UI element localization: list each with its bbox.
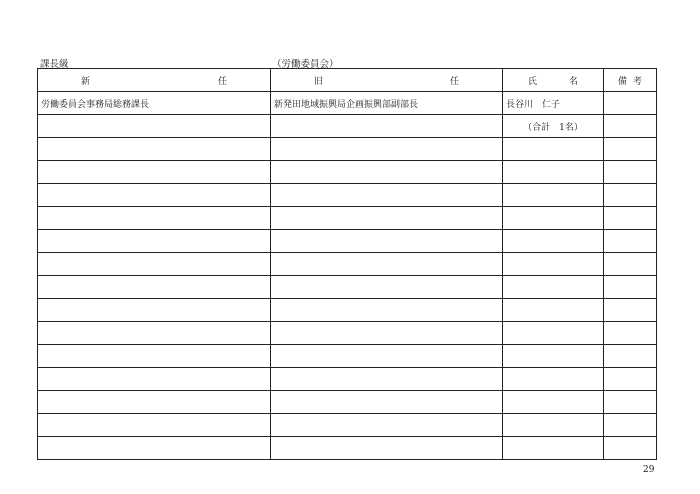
empty-cell bbox=[38, 115, 271, 138]
empty-row bbox=[38, 276, 657, 299]
empty-cell bbox=[503, 299, 604, 322]
header-new-post: 新 任 bbox=[38, 69, 271, 92]
empty-cell bbox=[38, 276, 271, 299]
empty-cell bbox=[604, 391, 657, 414]
organization-label: （労働委員会） bbox=[272, 59, 339, 70]
grade-label: 課長級 bbox=[40, 59, 69, 70]
empty-cell bbox=[604, 322, 657, 345]
empty-cell bbox=[271, 391, 503, 414]
empty-cell bbox=[271, 138, 503, 161]
empty-cell bbox=[604, 299, 657, 322]
empty-cell bbox=[503, 138, 604, 161]
empty-cell bbox=[604, 437, 657, 460]
empty-cell bbox=[604, 368, 657, 391]
empty-row bbox=[38, 184, 657, 207]
empty-cell bbox=[271, 161, 503, 184]
empty-row bbox=[38, 437, 657, 460]
empty-cell bbox=[271, 207, 503, 230]
empty-cell bbox=[604, 207, 657, 230]
empty-row bbox=[38, 138, 657, 161]
empty-cell bbox=[271, 437, 503, 460]
empty-cell bbox=[503, 391, 604, 414]
empty-cell bbox=[503, 345, 604, 368]
empty-cell bbox=[271, 184, 503, 207]
empty-cell bbox=[503, 437, 604, 460]
empty-cell bbox=[271, 253, 503, 276]
empty-cell bbox=[38, 253, 271, 276]
empty-cell bbox=[38, 299, 271, 322]
empty-cell bbox=[503, 368, 604, 391]
empty-cell bbox=[38, 437, 271, 460]
total-count: （合計 1名） bbox=[503, 115, 604, 138]
empty-cell bbox=[503, 161, 604, 184]
empty-cell bbox=[604, 138, 657, 161]
empty-cell bbox=[38, 207, 271, 230]
header-remarks: 備 考 bbox=[604, 69, 657, 92]
empty-cell bbox=[271, 414, 503, 437]
empty-cell bbox=[503, 253, 604, 276]
empty-cell bbox=[503, 207, 604, 230]
page-number: 29 bbox=[643, 465, 655, 475]
empty-cell bbox=[38, 161, 271, 184]
empty-cell bbox=[604, 115, 657, 138]
empty-row bbox=[38, 207, 657, 230]
remarks-cell bbox=[604, 92, 657, 115]
empty-row bbox=[38, 391, 657, 414]
table-row bbox=[38, 115, 657, 138]
empty-row bbox=[38, 368, 657, 391]
table-row bbox=[38, 92, 657, 115]
empty-cell bbox=[604, 161, 657, 184]
empty-row bbox=[38, 161, 657, 184]
empty-cell bbox=[38, 368, 271, 391]
empty-cell bbox=[38, 345, 271, 368]
header-name: 氏 名 bbox=[503, 69, 604, 92]
personnel-table bbox=[37, 68, 657, 460]
empty-cell bbox=[503, 322, 604, 345]
name-cell: 長谷川 仁子 bbox=[503, 92, 604, 115]
empty-row bbox=[38, 299, 657, 322]
header-old-post: 旧 任 bbox=[271, 69, 503, 92]
empty-cell bbox=[604, 184, 657, 207]
empty-cell bbox=[38, 184, 271, 207]
empty-cell bbox=[604, 276, 657, 299]
empty-row bbox=[38, 345, 657, 368]
empty-cell bbox=[503, 276, 604, 299]
empty-cell bbox=[604, 230, 657, 253]
empty-row bbox=[38, 322, 657, 345]
empty-cell bbox=[503, 414, 604, 437]
empty-cell bbox=[38, 391, 271, 414]
empty-cell bbox=[271, 368, 503, 391]
empty-cell bbox=[271, 322, 503, 345]
table-header-row bbox=[38, 69, 657, 92]
old-post-cell: 新発田地域振興局企画振興部副部長 bbox=[271, 92, 503, 115]
empty-cell bbox=[503, 230, 604, 253]
empty-cell bbox=[604, 414, 657, 437]
empty-cell bbox=[271, 276, 503, 299]
empty-cell bbox=[604, 253, 657, 276]
empty-cell bbox=[38, 230, 271, 253]
empty-cell bbox=[271, 345, 503, 368]
empty-cell bbox=[503, 184, 604, 207]
empty-row bbox=[38, 253, 657, 276]
empty-cell bbox=[271, 230, 503, 253]
empty-row bbox=[38, 230, 657, 253]
new-post-cell: 労働委員会事務局総務課長 bbox=[38, 92, 271, 115]
empty-cell bbox=[271, 115, 503, 138]
empty-cell bbox=[271, 299, 503, 322]
empty-row bbox=[38, 414, 657, 437]
empty-cell bbox=[38, 138, 271, 161]
empty-cell bbox=[38, 322, 271, 345]
empty-cell bbox=[604, 345, 657, 368]
empty-cell bbox=[38, 414, 271, 437]
